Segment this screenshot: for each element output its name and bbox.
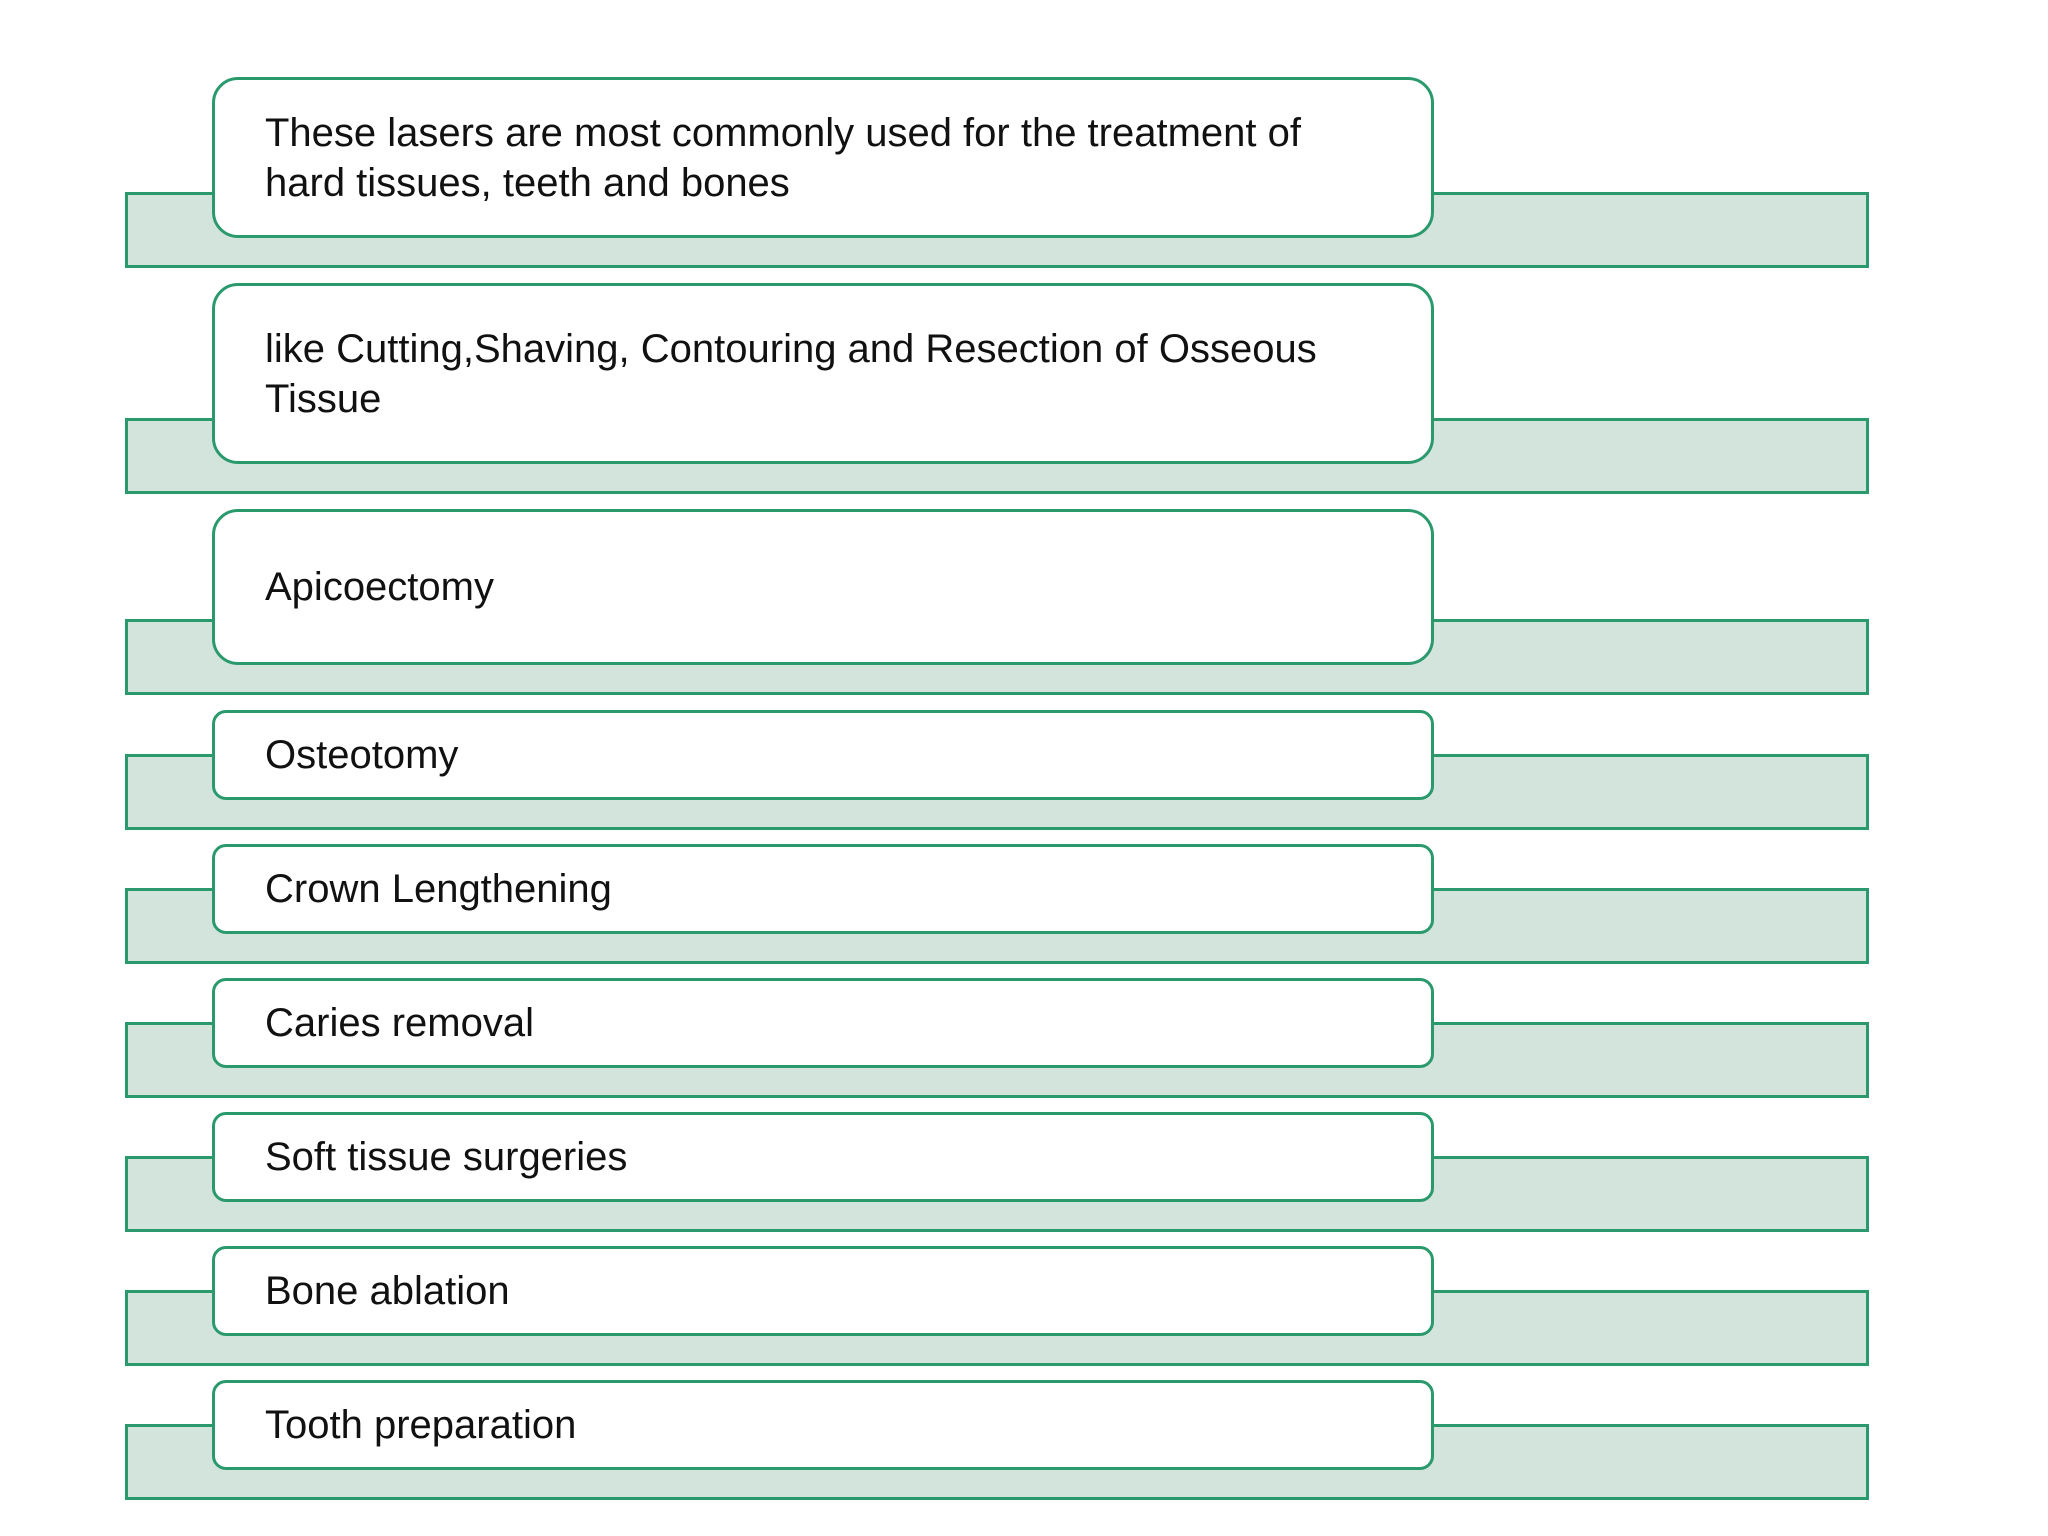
item-box: [212, 509, 1434, 665]
item-text: Tooth preparation: [265, 1403, 577, 1447]
item-text: These lasers are most commonly used for the treatment of hard tissues, teeth and bones: [265, 110, 1301, 205]
item-box: [212, 1380, 1434, 1470]
item-box: [212, 710, 1434, 800]
item-box: [212, 1112, 1434, 1202]
item-box: [212, 77, 1434, 238]
item-text: Bone ablation: [265, 1269, 510, 1313]
item-text: Crown Lengthening: [265, 867, 612, 911]
item-text: like Cutting,Shaving, Contouring and Resection of Osseous Tissue: [265, 326, 1317, 421]
item-box: [212, 844, 1434, 934]
item-box: [212, 283, 1434, 464]
item-text: Soft tissue surgeries: [265, 1135, 628, 1179]
item-text: Apicoectomy: [265, 565, 494, 609]
item-text: Osteotomy: [265, 733, 459, 777]
item-box: [212, 1246, 1434, 1336]
item-text: Caries removal: [265, 1001, 534, 1045]
item-box: [212, 978, 1434, 1068]
